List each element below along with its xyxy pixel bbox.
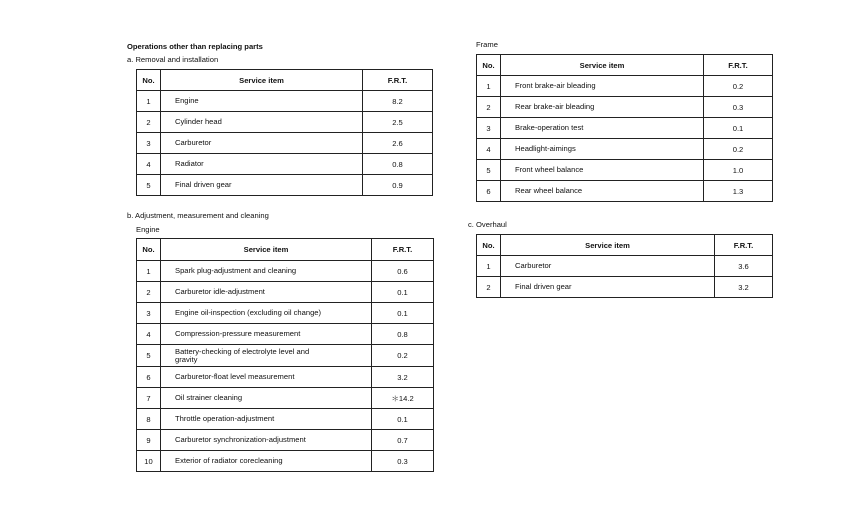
row-no: 2 bbox=[137, 112, 161, 133]
table-row bbox=[137, 112, 433, 133]
row-service-item: Engine bbox=[161, 91, 363, 112]
table-row bbox=[137, 303, 434, 324]
table-row bbox=[137, 345, 434, 367]
table-row bbox=[477, 76, 773, 97]
engine-table bbox=[136, 238, 434, 472]
row-no: 2 bbox=[137, 282, 161, 303]
table-header-row bbox=[477, 55, 773, 76]
table-row bbox=[137, 133, 433, 154]
row-no: 3 bbox=[477, 118, 501, 139]
row-frt: 8.2 bbox=[363, 91, 433, 112]
column-header-frt: F.R.T. bbox=[363, 70, 433, 91]
row-frt: 1.0 bbox=[704, 160, 773, 181]
row-service-item: Exterior of radiator corecleaning bbox=[161, 451, 372, 472]
table-row bbox=[137, 154, 433, 175]
table-row bbox=[137, 367, 434, 388]
row-no: 4 bbox=[137, 324, 161, 345]
overhaul-heading: c. Overhaul bbox=[468, 220, 507, 229]
row-no: 1 bbox=[137, 261, 161, 282]
section-title: Operations other than replacing parts bbox=[127, 42, 263, 51]
row-service-item: Compression-pressure measurement bbox=[161, 324, 372, 345]
row-frt: 0.8 bbox=[372, 324, 434, 345]
row-service-item: Final driven gear bbox=[501, 277, 715, 298]
column-header-no: No. bbox=[477, 235, 501, 256]
row-frt: 0.8 bbox=[363, 154, 433, 175]
row-frt: 3.2 bbox=[372, 367, 434, 388]
row-service-item: Cylinder head bbox=[161, 112, 363, 133]
row-frt: 1.3 bbox=[704, 181, 773, 202]
row-service-item: Headlight-aimings bbox=[501, 139, 704, 160]
subsection-adjustment-heading: b. Adjustment, measurement and cleaning bbox=[127, 211, 269, 220]
table-row bbox=[477, 277, 773, 298]
row-no: 2 bbox=[477, 97, 501, 118]
table-row bbox=[137, 451, 434, 472]
row-no: 5 bbox=[137, 175, 161, 196]
row-frt: 2.6 bbox=[363, 133, 433, 154]
row-service-item: Front brake-air bleading bbox=[501, 76, 704, 97]
engine-heading: Engine bbox=[136, 225, 160, 234]
column-header-frt: F.R.T. bbox=[704, 55, 773, 76]
row-frt: 0.3 bbox=[704, 97, 773, 118]
row-service-item: Oil strainer cleaning bbox=[161, 388, 372, 409]
row-no: 8 bbox=[137, 409, 161, 430]
subsection-removal-heading: a. Removal and installation bbox=[127, 55, 219, 64]
column-header-service-item: Service item bbox=[501, 55, 704, 76]
row-service-item: Carburetor idle-adjustment bbox=[161, 282, 372, 303]
row-no: 1 bbox=[477, 76, 501, 97]
row-frt: 0.2 bbox=[704, 76, 773, 97]
row-frt: 0.1 bbox=[372, 282, 434, 303]
table-row bbox=[477, 97, 773, 118]
row-frt: 2.5 bbox=[363, 112, 433, 133]
row-no: 7 bbox=[137, 388, 161, 409]
column-header-frt: F.R.T. bbox=[715, 235, 773, 256]
table-row bbox=[477, 160, 773, 181]
column-header-service-item: Service item bbox=[161, 70, 363, 91]
row-service-item: Carburetor bbox=[161, 133, 363, 154]
row-no: 3 bbox=[137, 303, 161, 324]
row-no: 6 bbox=[137, 367, 161, 388]
frame-heading: Frame bbox=[476, 40, 498, 49]
row-service-item: Final driven gear bbox=[161, 175, 363, 196]
column-header-no: No. bbox=[137, 70, 161, 91]
row-service-item: Battery-checking of electrolyte level and gravity bbox=[161, 345, 372, 367]
column-header-no: No. bbox=[137, 239, 161, 261]
row-service-item: Throttle operation-adjustment bbox=[161, 409, 372, 430]
frame-table bbox=[476, 54, 773, 202]
row-service-item: Rear brake-air bleading bbox=[501, 97, 704, 118]
row-no: 2 bbox=[477, 277, 501, 298]
row-service-item: Rear wheel balance bbox=[501, 181, 704, 202]
table-row bbox=[137, 409, 434, 430]
overhaul-table bbox=[476, 234, 773, 298]
column-header-service-item: Service item bbox=[501, 235, 715, 256]
row-no: 4 bbox=[137, 154, 161, 175]
row-service-item: Brake-operation test bbox=[501, 118, 704, 139]
column-header-frt: F.R.T. bbox=[372, 239, 434, 261]
table-row bbox=[137, 430, 434, 451]
table-header-row bbox=[137, 239, 434, 261]
row-frt: ＊14.2 bbox=[372, 388, 434, 409]
row-frt: 0.3 bbox=[372, 451, 434, 472]
row-no: 1 bbox=[477, 256, 501, 277]
row-frt: 0.2 bbox=[372, 345, 434, 367]
row-service-item: Radiator bbox=[161, 154, 363, 175]
table-row bbox=[137, 175, 433, 196]
row-frt: 0.7 bbox=[372, 430, 434, 451]
table-row bbox=[477, 139, 773, 160]
row-service-item: Carburetor synchronization-adjustment bbox=[161, 430, 372, 451]
table-row bbox=[137, 388, 434, 409]
row-frt: 3.2 bbox=[715, 277, 773, 298]
table-header-row bbox=[137, 70, 433, 91]
column-header-no: No. bbox=[477, 55, 501, 76]
row-no: 6 bbox=[477, 181, 501, 202]
row-frt: 0.1 bbox=[704, 118, 773, 139]
row-frt: 0.1 bbox=[372, 303, 434, 324]
row-no: 10 bbox=[137, 451, 161, 472]
row-frt: 0.1 bbox=[372, 409, 434, 430]
row-frt: 0.2 bbox=[704, 139, 773, 160]
row-no: 1 bbox=[137, 91, 161, 112]
column-header-service-item: Service item bbox=[161, 239, 372, 261]
table-header-row bbox=[477, 235, 773, 256]
row-service-item: Spark plug-adjustment and cleaning bbox=[161, 261, 372, 282]
table-row bbox=[137, 282, 434, 303]
row-service-item: Carburetor-float level measurement bbox=[161, 367, 372, 388]
row-no: 4 bbox=[477, 139, 501, 160]
row-no: 3 bbox=[137, 133, 161, 154]
table-row bbox=[477, 256, 773, 277]
row-frt: 3.6 bbox=[715, 256, 773, 277]
table-row bbox=[477, 118, 773, 139]
table-row bbox=[137, 324, 434, 345]
row-service-item: Engine oil-inspection (excluding oil change) bbox=[161, 303, 372, 324]
row-no: 9 bbox=[137, 430, 161, 451]
table-row bbox=[137, 261, 434, 282]
table-row bbox=[477, 181, 773, 202]
row-no: 5 bbox=[137, 345, 161, 367]
row-no: 5 bbox=[477, 160, 501, 181]
row-service-item: Front wheel balance bbox=[501, 160, 704, 181]
row-frt: 0.9 bbox=[363, 175, 433, 196]
row-service-item: Carburetor bbox=[501, 256, 715, 277]
removal-table bbox=[136, 69, 433, 196]
table-row bbox=[137, 91, 433, 112]
row-frt: 0.6 bbox=[372, 261, 434, 282]
